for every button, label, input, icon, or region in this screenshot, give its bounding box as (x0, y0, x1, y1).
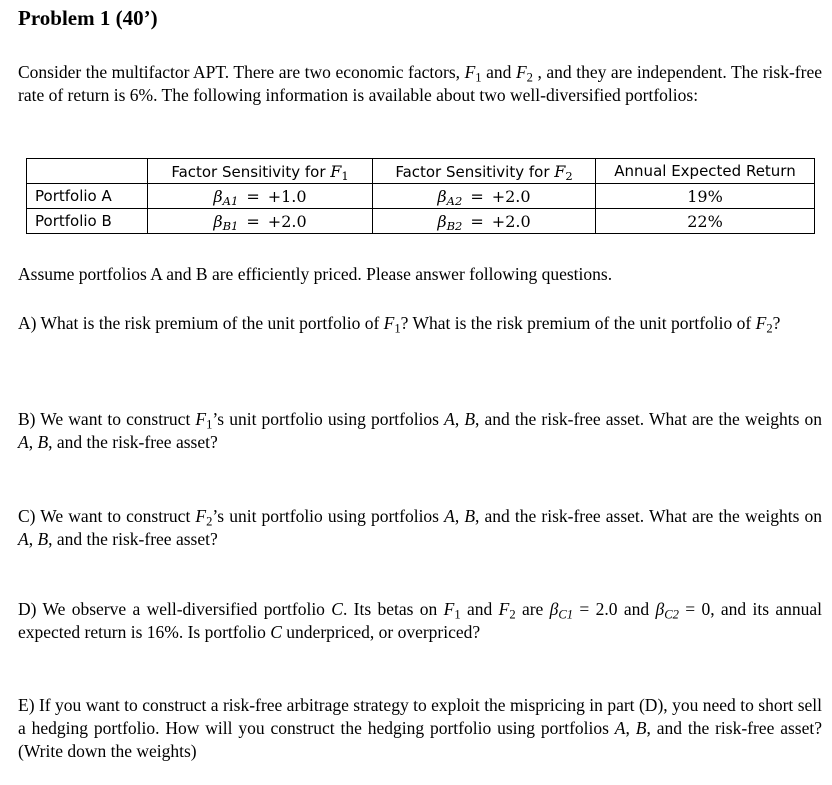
return-b-cell: 22% (596, 209, 815, 234)
question-e: E) If you want to construct a risk-free arbitrage strategy to exploit the mispricing in part (D), you need to short sell a hedging portfolio. How will you construct the hedging portfolio using portfolios A, B, and the risk-free asset? (Write down the weights) (18, 695, 822, 761)
question-d: D) We observe a well-diversified portfolio C. Its betas on $F_1$ and $F_2$ are $\beta_{C1} = 2.0$ and $\beta_{C2} = 0$, and its annual expected return is 16%. Is portfolio C underpriced, or overpriced? (18, 599, 823, 642)
beta-a1-cell: $\beta_{A1} = +1.0$ (148, 184, 373, 209)
row-label-portfolio-b: Portfolio B (27, 209, 148, 234)
header-annual-expected-return: Annual Expected Return (596, 159, 815, 184)
table-corner-cell (27, 159, 148, 184)
return-a-cell: 19% (596, 184, 815, 209)
header-sensitivity-f2: Factor Sensitivity for $F_2$ (373, 159, 596, 184)
row-label-portfolio-a: Portfolio A (27, 184, 148, 209)
problem-title: Problem 1 (40’) (18, 6, 158, 30)
assumption-text: Assume portfolios A and B are efficiently priced. Please answer following questions. (18, 264, 613, 284)
table-row (27, 184, 815, 209)
question-b: B) We want to construct $F_1’s$ unit portfolio using portfolios A, B, and the risk-free asset. What are the weights on A, B, and the risk-free asset? (18, 409, 822, 452)
question-a: A) What is the risk premium of the unit portfolio of $F_1$? What is the risk premium of the unit portfolio of $F_2$? (18, 313, 781, 336)
header-sensitivity-f1: Factor Sensitivity for $F_1$ (148, 159, 373, 184)
question-c: C) We want to construct $F_2’s$ unit portfolio using portfolios A, B, and the risk-free asset. What are the weights on A, B, and the risk-free asset? (18, 506, 822, 549)
beta-b1-cell: $\beta_{B1} = +2.0$ (148, 209, 373, 234)
table-row (27, 209, 815, 234)
beta-b2-cell: $\beta_{B2} = +2.0$ (373, 209, 596, 234)
intro-paragraph: Consider the multifactor APT. There are two economic factors, $F_1$ and $F_2$ , and they are independent. The risk-free rate of return is 6%. The following information is available about two well-diversified portfolios: (18, 62, 822, 105)
beta-a2-cell: $\beta_{A2} = +2.0$ (373, 184, 596, 209)
table-header-row (27, 159, 815, 184)
factor-sensitivity-table (26, 158, 815, 234)
